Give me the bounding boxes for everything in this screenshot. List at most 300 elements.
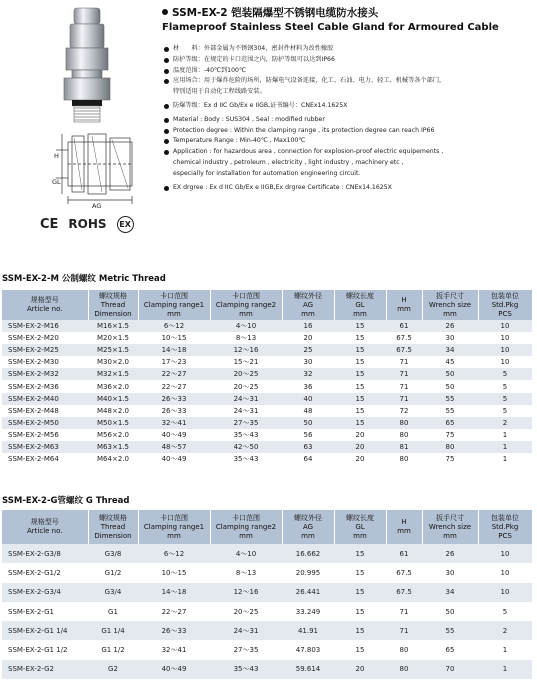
spec-item xyxy=(164,76,534,87)
table-cell: 1 xyxy=(478,453,532,465)
table-cell: 4～10 xyxy=(210,544,282,563)
table-cell: 15 xyxy=(334,621,386,640)
table-cell: 25 xyxy=(282,344,334,356)
table-cell: M32×1.5 xyxy=(88,368,138,380)
table-cell: 26～33 xyxy=(138,393,210,405)
column-header-line: Wrench size xyxy=(428,300,472,309)
table-cell: SSM-EX-2-M32 xyxy=(2,368,88,380)
spec-item xyxy=(164,136,534,147)
table-cell: 10 xyxy=(478,332,532,344)
column-header xyxy=(386,290,422,320)
spec-item xyxy=(164,183,534,194)
spec-item xyxy=(164,147,534,158)
table-cell: 24～31 xyxy=(210,405,282,417)
column-header-line: 扳手尺寸 xyxy=(436,513,464,522)
table-cell: 80 xyxy=(386,453,422,465)
table-cell: 61 xyxy=(386,544,422,563)
table-cell: 63 xyxy=(282,441,334,453)
column-header xyxy=(334,290,386,320)
table-cell: 20 xyxy=(334,441,386,453)
table-cell: 15 xyxy=(334,602,386,621)
table-cell: M64×2.0 xyxy=(88,453,138,465)
table-cell: 80 xyxy=(422,441,478,453)
column-header-line: mm xyxy=(301,531,315,540)
table-cell: M25×1.5 xyxy=(88,344,138,356)
table-cell: M63×1.5 xyxy=(88,441,138,453)
table-cell: G2 xyxy=(88,660,138,679)
table-cell: G3/8 xyxy=(88,544,138,563)
spec-item-continuation xyxy=(164,87,534,98)
table-cell: 26 xyxy=(422,320,478,332)
table-cell: 24～31 xyxy=(210,393,282,405)
table-cell: 1 xyxy=(478,640,532,659)
column-header-line: mm xyxy=(443,309,457,318)
table-cell: SSM-EX-2-M30 xyxy=(2,356,88,368)
table-cell: SSM-EX-2-M50 xyxy=(2,417,88,429)
table-cell: 40 xyxy=(282,393,334,405)
table-cell: 5 xyxy=(478,405,532,417)
table-cell: 27～35 xyxy=(210,640,282,659)
column-header xyxy=(282,290,334,320)
drawing-label-h: H xyxy=(54,152,59,160)
table-cell: 14～18 xyxy=(138,583,210,602)
certification-logos xyxy=(40,214,150,234)
table-cell: 55 xyxy=(422,621,478,640)
table-cell: 15 xyxy=(334,563,386,582)
table-cell: 34 xyxy=(422,344,478,356)
column-header-line: mm xyxy=(167,531,181,540)
table-cell: 80 xyxy=(386,417,422,429)
table-cell: 71 xyxy=(386,621,422,640)
table-cell: 4～10 xyxy=(210,320,282,332)
table-cell: 17～23 xyxy=(138,356,210,368)
title-en: Flameproof Stainless Steel Cable Gland for Armoured Cable xyxy=(162,22,499,33)
spec-text: 材 料：外部金属为不锈钢304，密封件材料为改性橡胶 xyxy=(173,45,334,52)
bullet-icon xyxy=(164,129,169,134)
column-header-line: Article no. xyxy=(26,305,63,313)
table-cell: SSM-EX-2-M64 xyxy=(2,453,88,465)
column-header-line: 规格型号 xyxy=(30,296,59,304)
bullet-icon xyxy=(164,186,169,191)
column-header xyxy=(422,290,478,320)
column-header-line: mm xyxy=(239,309,253,318)
table-cell: 20.995 xyxy=(282,563,334,582)
table-cell: 61 xyxy=(386,320,422,332)
table-cell: 6～12 xyxy=(138,320,210,332)
table-cell: G1 1/2 xyxy=(88,640,138,659)
column-header-line: mm xyxy=(239,531,253,540)
table-cell: 71 xyxy=(386,368,422,380)
table-cell: SSM-EX-2-G1 1/2 xyxy=(2,640,88,659)
table-cell: 32～41 xyxy=(138,640,210,659)
column-header-line: H xyxy=(401,296,407,304)
table-cell: SSM-EX-2-M36 xyxy=(2,380,88,392)
table-cell: 55 xyxy=(422,393,478,405)
column-header-line: mm xyxy=(167,309,181,318)
table-row xyxy=(2,320,532,332)
product-title xyxy=(162,5,534,33)
bullet-icon xyxy=(164,150,169,155)
table-cell: G1/2 xyxy=(88,563,138,582)
column-header xyxy=(334,510,386,544)
table-cell: 80 xyxy=(386,429,422,441)
table-cell: 40～49 xyxy=(138,429,210,441)
table-row xyxy=(2,441,532,453)
column-header-line: 卡口范围 xyxy=(160,513,188,522)
table-cell: 50 xyxy=(422,380,478,392)
column-header-line: PCS xyxy=(498,309,512,318)
table-row xyxy=(2,563,532,582)
column-header-line: AG xyxy=(302,522,314,531)
table-cell: 80 xyxy=(386,640,422,659)
table-cell: 26～33 xyxy=(138,405,210,417)
table-cell: 50 xyxy=(282,417,334,429)
table-cell: 71 xyxy=(386,602,422,621)
table-cell: 15 xyxy=(334,393,386,405)
spec-text: Material : Body : SUS304 , Seal : modified rubber xyxy=(173,115,325,123)
column-header-line: Dimension xyxy=(94,309,132,318)
table-cell: 15 xyxy=(334,417,386,429)
table-cell: 1 xyxy=(478,660,532,679)
table-cell: 22～27 xyxy=(138,602,210,621)
column-header-line: 螺纹规格 xyxy=(99,513,127,522)
ce-mark: CE xyxy=(40,216,59,232)
table-cell: 20 xyxy=(334,660,386,679)
table-cell: SSM-EX-2-M25 xyxy=(2,344,88,356)
column-header-line: mm xyxy=(353,531,367,540)
column-header-line: Clamping range2 xyxy=(215,300,277,309)
bullet-icon xyxy=(164,118,169,123)
g-section-title: SSM-EX-2-G管螺纹 G Thread xyxy=(2,496,130,506)
table-cell: 40～49 xyxy=(138,453,210,465)
column-header-line: 卡口范围 xyxy=(232,513,260,522)
column-header xyxy=(138,510,210,544)
table-cell: SSM-EX-2-M20 xyxy=(2,332,88,344)
column-header xyxy=(478,510,532,544)
column-header xyxy=(2,510,88,544)
table-header-row xyxy=(2,290,532,320)
table-cell: SSM-EX-2-G3/4 xyxy=(2,583,88,602)
table-cell: 20 xyxy=(334,453,386,465)
spec-item xyxy=(164,126,534,137)
table-cell: 2 xyxy=(478,621,532,640)
column-header-line: 包装单位 xyxy=(491,291,519,300)
column-header-line: Clamping range2 xyxy=(215,522,277,531)
table-row xyxy=(2,356,532,368)
column-header-line: GL xyxy=(355,522,365,531)
column-header xyxy=(210,510,282,544)
table-cell: 30 xyxy=(422,332,478,344)
column-header-line: Wrench size xyxy=(428,522,472,531)
table-cell: 10 xyxy=(478,344,532,356)
table-cell: 12～16 xyxy=(210,344,282,356)
table-cell: 10 xyxy=(478,563,532,582)
ex-mark: EX xyxy=(117,216,134,233)
table-cell: 15 xyxy=(334,405,386,417)
table-cell: 22～27 xyxy=(138,368,210,380)
g-table-body xyxy=(2,544,532,679)
table-cell: SSM-EX-2-G3/8 xyxy=(2,544,88,563)
table-cell: 6～12 xyxy=(138,544,210,563)
table-row xyxy=(2,380,532,392)
table-cell: 15 xyxy=(334,380,386,392)
table-cell: 65 xyxy=(422,640,478,659)
column-header-line: 螺纹规格 xyxy=(99,291,127,300)
table-cell: 26.441 xyxy=(282,583,334,602)
table-row xyxy=(2,332,532,344)
table-cell: 10 xyxy=(478,583,532,602)
bullet-icon xyxy=(164,104,169,109)
table-cell: 71 xyxy=(386,356,422,368)
table-cell: 22～27 xyxy=(138,380,210,392)
table-cell: 1 xyxy=(478,429,532,441)
table-cell: 26 xyxy=(422,544,478,563)
table-row xyxy=(2,429,532,441)
table-cell: SSM-EX-2-G2 xyxy=(2,660,88,679)
spec-text: 特别适用于自动化工程线路安装。 xyxy=(173,88,266,96)
table-row xyxy=(2,417,532,429)
spec-item xyxy=(164,101,534,112)
bullet-icon xyxy=(164,139,169,144)
table-cell: 15 xyxy=(334,332,386,344)
table-cell: 80 xyxy=(386,660,422,679)
table-cell: 55 xyxy=(422,405,478,417)
table-cell: 50 xyxy=(422,368,478,380)
table-cell: 71 xyxy=(386,380,422,392)
spec-item xyxy=(164,55,534,66)
table-cell: SSM-EX-2-M48 xyxy=(2,405,88,417)
column-header-line: 螺纹长度 xyxy=(346,291,374,300)
table-cell: 26～33 xyxy=(138,621,210,640)
table-cell: 32 xyxy=(282,368,334,380)
table-cell: 15 xyxy=(334,320,386,332)
column-header-line: 螺纹外径 xyxy=(294,513,322,522)
table-cell: 10 xyxy=(478,356,532,368)
column-header-line: 卡口范围 xyxy=(232,291,260,300)
table-cell: 45 xyxy=(422,356,478,368)
table-cell: G1 xyxy=(88,602,138,621)
column-header-line: 螺纹外径 xyxy=(294,291,322,300)
column-header-line: 卡口范围 xyxy=(160,291,188,300)
table-cell: 48～57 xyxy=(138,441,210,453)
table-cell: SSM-EX-2-M63 xyxy=(2,441,88,453)
table-cell: SSM-EX-2-M56 xyxy=(2,429,88,441)
table-cell: 59.614 xyxy=(282,660,334,679)
column-header-line: Clamping range1 xyxy=(143,522,205,531)
column-header-line: mm xyxy=(397,305,411,313)
table-cell: 65 xyxy=(422,417,478,429)
spec-list xyxy=(164,44,534,193)
table-cell: 10～15 xyxy=(138,563,210,582)
metric-section-title: SSM-EX-2-M 公制螺纹 Metric Thread xyxy=(2,274,166,284)
metric-thread-table xyxy=(2,290,533,465)
table-cell: 47.803 xyxy=(282,640,334,659)
metric-table-body xyxy=(2,320,532,465)
table-cell: 24～31 xyxy=(210,621,282,640)
table-cell: 67.5 xyxy=(386,583,422,602)
table-row xyxy=(2,453,532,465)
spec-text: 应用场合：用于爆炸危险的场所，防爆电气设备连接，化工、石油、电力、轻工、机械等各个部门， xyxy=(173,77,446,85)
table-cell: 27～35 xyxy=(210,417,282,429)
spec-item-continuation xyxy=(164,169,534,180)
table-cell: 70 xyxy=(422,660,478,679)
table-cell: 36 xyxy=(282,380,334,392)
spec-text: 防爆等级：Ex d IIC Gb/Ex e IIGB,证书编号：CNEx14.1625X xyxy=(173,101,348,109)
table-row xyxy=(2,368,532,380)
table-cell: 16 xyxy=(282,320,334,332)
spec-item xyxy=(164,66,534,77)
table-cell: 40～49 xyxy=(138,660,210,679)
table-header-row xyxy=(2,510,532,544)
spec-text: Protection degree : Within the clamping range , its protection degree can reach IP66 xyxy=(173,126,435,134)
table-cell: 35～43 xyxy=(210,453,282,465)
table-cell: SSM-EX-2-M16 xyxy=(2,320,88,332)
cable-gland-photo xyxy=(52,6,122,124)
spec-item xyxy=(164,115,534,126)
table-cell: M20×1.5 xyxy=(88,332,138,344)
column-header xyxy=(2,290,88,320)
table-cell: 72 xyxy=(386,405,422,417)
table-cell: M36×2.0 xyxy=(88,380,138,392)
bullet-icon xyxy=(164,47,169,52)
table-cell: SSM-EX-2-G1 1/4 xyxy=(2,621,88,640)
table-row xyxy=(2,393,532,405)
table-cell: 42～50 xyxy=(210,441,282,453)
table-cell: 50 xyxy=(422,602,478,621)
table-cell: 15 xyxy=(334,356,386,368)
drawing-label-ag: AG xyxy=(92,202,102,210)
spec-text: Temperature Range : Min-40℃ , Max100℃ xyxy=(173,137,306,145)
table-cell: 35～43 xyxy=(210,660,282,679)
column-header-line: GL xyxy=(355,300,365,309)
table-cell: 32～41 xyxy=(138,417,210,429)
spec-text: EX drgree : Ex d IIC Gb/Ex e IIGB,Ex drgree Certificate : CNEx14.1625X xyxy=(173,183,392,191)
spec-item xyxy=(164,44,534,55)
bullet-icon xyxy=(164,79,169,84)
table-cell: M56×2.0 xyxy=(88,429,138,441)
spec-text: 防护等级：在规定的卡口范围之内，防护等级可以达到IP66 xyxy=(173,55,335,63)
drawing-label-gl: GL xyxy=(52,178,61,186)
column-header-line: mm xyxy=(443,531,457,540)
column-header-line: Std.Pkg xyxy=(491,300,519,309)
column-header xyxy=(138,290,210,320)
table-cell: 33.249 xyxy=(282,602,334,621)
table-cell: 5 xyxy=(478,368,532,380)
spec-text: Application : for hazardous area , connection for explosion-proof electric equipements , xyxy=(173,148,444,156)
table-row xyxy=(2,660,532,679)
column-header xyxy=(88,510,138,544)
table-cell: 15～21 xyxy=(210,356,282,368)
table-cell: 35～43 xyxy=(210,429,282,441)
table-cell: 5 xyxy=(478,602,532,621)
table-cell: 64 xyxy=(282,453,334,465)
table-cell: M16×1.5 xyxy=(88,320,138,332)
table-cell: 2 xyxy=(478,417,532,429)
table-cell: 41.91 xyxy=(282,621,334,640)
table-cell: 10～15 xyxy=(138,332,210,344)
column-header-line: 规格型号 xyxy=(30,518,59,526)
table-cell: 20～25 xyxy=(210,368,282,380)
table-cell: M30×2.0 xyxy=(88,356,138,368)
column-header xyxy=(386,510,422,544)
table-cell: 67.5 xyxy=(386,332,422,344)
table-cell: 30 xyxy=(422,563,478,582)
table-row xyxy=(2,405,532,417)
bullet-icon xyxy=(164,58,169,63)
table-cell: 20 xyxy=(282,332,334,344)
bullet-icon xyxy=(164,69,169,74)
column-header-line: Article no. xyxy=(26,527,63,535)
column-header-line: Dimension xyxy=(94,531,132,540)
table-cell: 15 xyxy=(334,544,386,563)
table-row xyxy=(2,640,532,659)
table-cell: 5 xyxy=(478,380,532,392)
table-cell: 8～13 xyxy=(210,332,282,344)
column-header-line: 包装单位 xyxy=(491,513,519,522)
column-header xyxy=(210,290,282,320)
column-header-line: Thread xyxy=(100,522,126,531)
table-row xyxy=(2,583,532,602)
table-cell: 67.5 xyxy=(386,344,422,356)
table-cell: 12～16 xyxy=(210,583,282,602)
table-row xyxy=(2,621,532,640)
table-cell: 1 xyxy=(478,441,532,453)
dimension-drawing xyxy=(52,128,142,210)
rohs-mark: ROHS xyxy=(68,217,107,231)
column-header-line: mm xyxy=(353,309,367,318)
table-cell: 8～13 xyxy=(210,563,282,582)
table-row xyxy=(2,602,532,621)
table-cell: 34 xyxy=(422,583,478,602)
title-bullet-icon xyxy=(162,9,168,15)
table-cell: 10 xyxy=(478,320,532,332)
column-header-line: H xyxy=(401,518,407,526)
column-header xyxy=(478,290,532,320)
table-cell: 10 xyxy=(478,544,532,563)
table-cell: 15 xyxy=(334,640,386,659)
table-cell: 56 xyxy=(282,429,334,441)
table-cell: 30 xyxy=(282,356,334,368)
column-header-line: PCS xyxy=(498,531,512,540)
column-header-line: 螺纹长度 xyxy=(346,513,374,522)
table-cell: 16.662 xyxy=(282,544,334,563)
table-cell: 15 xyxy=(334,583,386,602)
title-cn: SSM-EX-2 铠装隔爆型不锈钢电缆防水接头 xyxy=(172,7,379,19)
table-cell: G3/4 xyxy=(88,583,138,602)
table-cell: 5 xyxy=(478,393,532,405)
table-cell: G1 1/4 xyxy=(88,621,138,640)
table-cell: 15 xyxy=(334,368,386,380)
title-cn-line xyxy=(162,5,534,20)
g-thread-table xyxy=(2,510,533,679)
column-header-line: Thread xyxy=(100,300,126,309)
table-cell: SSM-EX-2-G1 xyxy=(2,602,88,621)
table-cell: SSM-EX-2-G1/2 xyxy=(2,563,88,582)
table-cell: 15 xyxy=(334,344,386,356)
table-cell: 67.5 xyxy=(386,563,422,582)
spec-text: 温度范围：-40℃到100℃ xyxy=(173,66,246,74)
table-cell: M48×2.0 xyxy=(88,405,138,417)
table-cell: 20 xyxy=(334,429,386,441)
table-cell: 14～18 xyxy=(138,344,210,356)
table-cell: M50×1.5 xyxy=(88,417,138,429)
column-header-line: Clamping range1 xyxy=(143,300,205,309)
table-cell: 75 xyxy=(422,453,478,465)
column-header xyxy=(88,290,138,320)
column-header-line: mm xyxy=(397,527,411,535)
spec-text: especially for installation for automation engineering circuit. xyxy=(173,169,361,177)
table-cell: 81 xyxy=(386,441,422,453)
